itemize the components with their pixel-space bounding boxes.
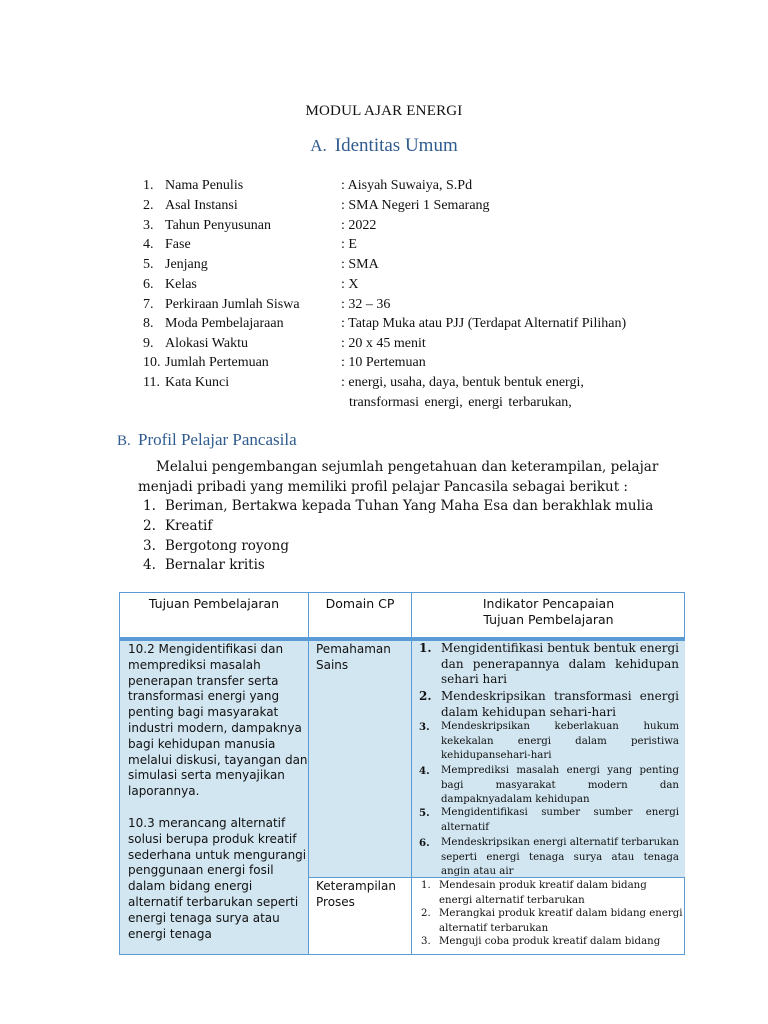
identity-value: : 20 x 45 menit	[341, 336, 426, 351]
identity-keywords-continuation: transformasi energi, energi terbarukan,	[349, 395, 572, 410]
section-a-letter: A.	[310, 136, 327, 155]
identity-number: 7.	[143, 297, 154, 312]
section-b-letter: B.	[117, 433, 131, 449]
header-domain: Domain CP	[325, 596, 395, 611]
profile-number: 3.	[143, 538, 156, 554]
indicator-text: Memprediksi masalah energi yang penting bagi masyarakat modern dan dampaknyadalam kehidupan	[441, 765, 679, 805]
section-a-heading	[0, 135, 768, 157]
profile-number: 1.	[143, 498, 156, 514]
process-indicator-item	[421, 907, 683, 936]
identity-label: Alokasi Waktu	[165, 336, 248, 351]
identity-value: : energi, usaha, daya, bentuk bentuk energi,	[341, 375, 584, 390]
identity-row	[143, 196, 490, 216]
identity-label: Asal Instansi	[165, 198, 238, 213]
indicator-number: 6.	[419, 837, 430, 849]
domain-keterampilan-proses: Keterampilan Proses	[316, 879, 396, 909]
process-indicator-text: Merangkai produk kreatif dalam bidang energi alternatif terbarukan	[439, 908, 683, 934]
identity-number: 5.	[143, 257, 154, 272]
profile-text: Beriman, Bertakwa kepada Tuhan Yang Maha Esa dan berakhlak mulia	[165, 498, 654, 514]
process-indicator-number: 3.	[421, 936, 431, 947]
profile-number: 2.	[143, 518, 156, 534]
indicator-text: Mendeskripsikan keberlakuan hukum kekekalan energi dalam peristiwa kehidupansehari-hari	[441, 721, 679, 761]
process-indicator-item	[421, 879, 683, 908]
identity-number: 4.	[143, 237, 154, 252]
identity-label: Moda Pembelajaraan	[165, 316, 284, 331]
identity-label: Jumlah Pertemuan	[165, 355, 269, 370]
identity-number: 9.	[143, 336, 154, 351]
identity-row	[143, 373, 584, 393]
indicator-text: Mendeskripsikan energi alternatif terbarukan seperti energi tenaga surya atau tenaga angin atau air	[441, 837, 679, 877]
indicator-number: 4.	[419, 765, 430, 777]
document-title: MODUL AJAR ENERGI	[305, 103, 463, 119]
profile-text: Bernalar kritis	[165, 557, 265, 573]
identity-label: Kata Kunci	[165, 375, 230, 390]
section-a-title: Identitas Umum	[334, 135, 458, 156]
identity-label: Nama Penulis	[165, 178, 244, 193]
identity-label: Jenjang	[165, 257, 208, 272]
process-indicator-number: 1.	[421, 880, 431, 891]
identity-value: : E	[341, 237, 357, 252]
header-indikator-line1: Indikator Pencapaian	[482, 596, 615, 611]
identity-row	[143, 255, 379, 275]
identity-number: 8.	[143, 316, 154, 331]
process-indicator-text: Mendesain produk kreatif dalam bidang energi alternatif terbarukan	[439, 880, 647, 906]
identity-value: : Aisyah Suwaiya, S.Pd	[341, 178, 473, 193]
indicator-number: 5.	[419, 807, 430, 819]
identity-row	[143, 275, 359, 295]
process-indicator-text: Menguji coba produk kreatif dalam bidang	[439, 936, 661, 947]
header-tujuan: Tujuan Pembelajaran	[148, 596, 280, 611]
identity-row	[143, 353, 426, 373]
identity-number: 2.	[143, 198, 154, 213]
identity-value: : 2022	[341, 218, 377, 233]
section-b-heading	[117, 430, 297, 450]
column-divider-2	[411, 593, 412, 954]
identity-number: 3.	[143, 218, 154, 233]
indicator-item	[419, 806, 679, 835]
identity-label: Fase	[165, 237, 191, 252]
indicator-number: 3.	[419, 721, 430, 733]
identity-row	[143, 334, 426, 354]
identity-value: : 32 – 36	[341, 297, 391, 312]
header-indikator-line2: Tujuan Pembelajaran	[483, 612, 614, 627]
process-indicator-number: 2.	[421, 908, 431, 919]
identity-row	[143, 295, 391, 315]
identity-label: Perkiraan Jumlah Siswa	[165, 297, 300, 312]
profile-list-item	[143, 496, 653, 516]
indicator-text: Mendeskripsikan transformasi energi dalam kehidupan sehari-hari	[441, 689, 679, 719]
indicator-item	[419, 836, 679, 880]
identity-value: : SMA	[341, 257, 379, 272]
indicator-text: Mengidentifikasi bentuk bentuk energi dan penerapannya dalam kehidupan sehari hari	[441, 641, 679, 686]
profile-list-item	[143, 555, 265, 575]
identity-row	[143, 176, 473, 196]
identity-number: 10.	[143, 355, 161, 370]
objective-10-3: 10.3 merancang alternatif solusi berupa produk kreatif sederhana untuk mengurangi penggunaan energi fosil dalam bidang energi alternatif terbarukan seperti energi tenaga surya atau energi tenaga	[128, 816, 307, 941]
identity-row	[143, 314, 627, 334]
identity-value: : X	[341, 277, 359, 292]
header-indikator	[412, 593, 685, 637]
profile-number: 4.	[143, 557, 156, 573]
profile-list-item	[143, 536, 289, 556]
identity-number: 6.	[143, 277, 154, 292]
indicator-item	[419, 689, 679, 720]
identity-row	[143, 235, 357, 255]
identity-number: 1.	[143, 178, 154, 193]
identity-row	[143, 216, 377, 236]
objective-10-2: 10.2 Mengidentifikasi dan memprediksi masalah penerapan transfer serta transformasi energi yang penting bagi masyarakat industri modern, dampaknya bagi kehidupan manusia melalui diskusi, tayangan dan simulasi serta menyajikan laporannya.	[128, 642, 308, 799]
indicator-number: 2.	[419, 689, 432, 703]
indicator-item	[419, 641, 679, 688]
identity-value: : SMA Negeri 1 Semarang	[341, 198, 490, 213]
learning-objectives-table	[119, 592, 685, 955]
profile-text: Kreatif	[165, 518, 213, 534]
identity-value: : 10 Pertemuan	[341, 355, 426, 370]
identity-value: : Tatap Muka atau PJJ (Terdapat Alternatif Pilihan)	[341, 316, 627, 331]
process-indicator-item	[421, 935, 683, 950]
profile-text: Bergotong royong	[165, 538, 289, 554]
identity-label: Tahun Penyusunan	[165, 218, 271, 233]
domain-pemahaman-sains: Pemahaman Sains	[316, 642, 391, 672]
indicator-text: Mengidentifikasi sumber sumber energi alternatif	[441, 807, 679, 833]
indicator-number: 1.	[419, 641, 432, 655]
identity-label: Kelas	[165, 277, 197, 292]
shade-col2	[309, 641, 411, 877]
indicator-item	[419, 720, 679, 764]
identity-number: 11.	[143, 375, 160, 390]
profile-list-item	[143, 516, 212, 536]
indicator-item	[419, 764, 679, 808]
section-b-title: Profil Pelajar Pancasila	[138, 430, 297, 449]
profile-intro: Melalui pengembangan sejumlah pengetahuan dan keterampilan, pelajar menjadi pribadi yang memiliki profil pelajar Pancasila sebagai berikut :	[138, 459, 659, 495]
